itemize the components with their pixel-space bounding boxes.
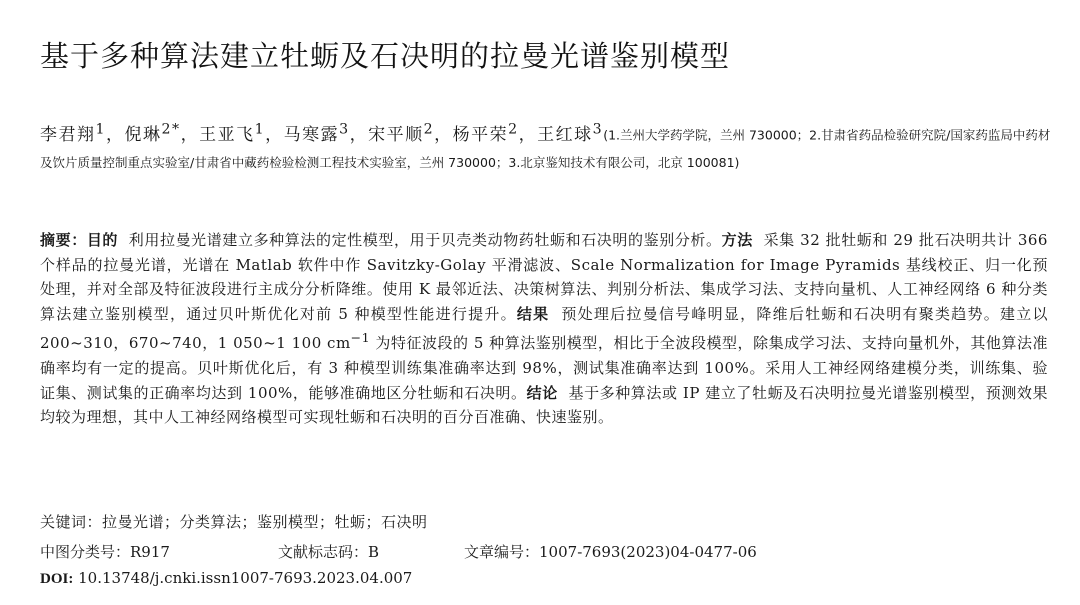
article-number-value: 1007-7693(2023)04-0477-06 xyxy=(539,543,757,561)
abstract-label: 摘要： xyxy=(40,231,87,249)
clc-cell xyxy=(40,541,278,562)
keywords-line xyxy=(40,511,428,532)
conclusion-label: 结论 xyxy=(526,383,558,402)
classification-line xyxy=(40,541,757,562)
article-number-cell xyxy=(464,541,757,562)
doc-code-value: B xyxy=(368,543,380,561)
objective-label: 目的 xyxy=(86,231,119,249)
doc-code-label: 文献标志码： xyxy=(278,543,369,561)
results-text: 预处理后拉曼信号峰明显，降维后牡蛎和石决明有聚类趋势。建立以 200~310，670~740，1 050~1 100 $cm^{-1}$ 为特征波段的 5 种算法鉴别模型，相比于全波段模型，除集成学习法、支持向量机外，其他算法准确率均有一定的提高。贝叶斯优化后，有 3 种模型训练集准确率达到 98%，测试集准确率达到 100%。采用人工神经网络建模分类，训练集、验证集、测试集的正确率均达到 100%，能够准确地区分牡蛎和石决明。 xyxy=(40,304,1048,402)
results-label: 结果 xyxy=(516,304,550,323)
methods-label: 方法 xyxy=(721,231,753,249)
paper-title: 基于多种算法建立牡蛎及石决明的拉曼光谱鉴别模型 xyxy=(40,39,731,73)
keywords-value: 拉曼光谱；分类算法；鉴别模型；牡蛎；石决明 xyxy=(102,513,428,531)
author-affiliations: (1.兰州大学药学院，兰州 730000；2.甘肃省药品检验研究院/国家药监局中药材及饮片质量控制重点实验室/甘肃省中藏药检验检测工程技术实验室，兰州 730000；3.北京鉴知技术有限公司，北京 100081) xyxy=(40,127,1051,170)
methods-text: 采集 32 批牡蛎和 29 批石决明共计 366 个样品的拉曼光谱，光谱在 Matlab 软件中作 Savitzky-Golay 平滑滤波、Scale Normalization for Image Pyramids 基线校正、归一化预处理，并对全部及特征波段进行主成分分析降维。使用 K 最邻近法、决策树算法、判别分析法、集成学习法、支持向量机、人工神经网络 6 种分类算法建立鉴别模型，通过贝叶斯优化对前 5 种模型性能进行提升。 xyxy=(40,231,1048,323)
clc-label: 中图分类号： xyxy=(40,543,131,561)
abstract xyxy=(40,228,1048,430)
doi-label: DOI: xyxy=(40,571,74,587)
clc-value: R917 xyxy=(130,543,170,561)
article-number-label: 文章编号： xyxy=(464,543,540,561)
keywords-label: 关键词： xyxy=(40,513,103,531)
doc-code-cell xyxy=(278,541,464,562)
conclusion-text: 基于多种算法或 IP 建立了牡蛎及石决明拉曼光谱鉴别模型，预测效果均较为理想，其中人工神经网络模型可实现牡蛎和石决明的百分百准确、快速鉴别。 xyxy=(40,383,1048,427)
doi-line xyxy=(40,569,412,588)
objective-text: 利用拉曼光谱建立多种算法的定性模型，用于贝壳类动物药牡蛎和石决明的鉴别分析。 xyxy=(128,231,722,249)
author-block xyxy=(40,116,1052,176)
author-names: 李君翔$^1$，倪琳$^{2*}$，王亚飞$^1$，马寒露$^3$，宋平顺$^2$，杨平荣$^2$，王红球$^3$ xyxy=(40,121,604,145)
doi-value: 10.13748/j.cnki.issn1007-7693.2023.04.007 xyxy=(78,569,413,587)
